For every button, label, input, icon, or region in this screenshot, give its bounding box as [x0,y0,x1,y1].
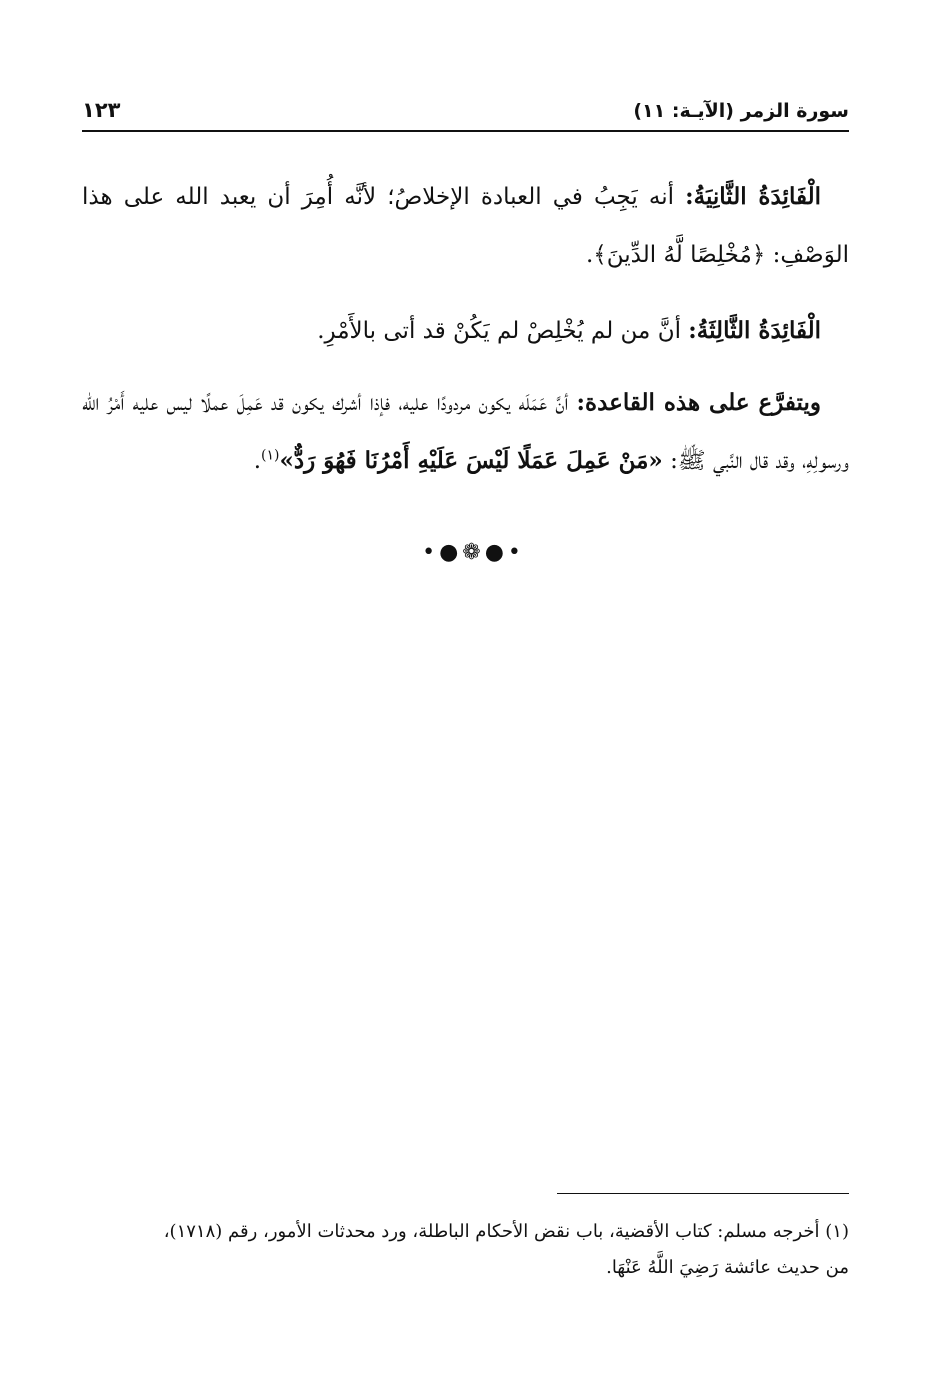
sentence-end: . [253,448,261,474]
running-title: سورة الزمر (الآيـة: ١١) [633,100,849,122]
paragraph-text: أنه يَجِبُ في العبادة الإخلاصُ؛ لأنَّه أُمِرَ أن يعبد الله على هذا الوَصْفِ: ﴿مُخْلِصًا لَّهُ الدِّينَ﴾. [82,184,849,268]
section-ornament: •●❁●• [422,540,525,565]
header-rule [82,130,849,132]
page-number: ١٢٣ [82,98,121,122]
footnote-line-1: (١) أخرجه مسلم: كتاب الأقضية، باب نقض الأحكام الباطلة، ورد محدثات الأمور، رقم (١٧١٨)، [163,1221,849,1242]
footnote [82,1214,849,1286]
paragraph-lead: الْفَائِدَةُ الثَّانِيَةُ: [685,183,821,210]
paragraph-third-benefit [82,302,849,360]
paragraph-consequence [82,374,849,490]
footnote-separator [557,1193,849,1194]
paragraph-lead: الْفَائِدَةُ الثَّالِثَةُ: [688,317,821,344]
hadith-quote: «مَنْ عَمِلَ عَمَلًا لَيْسَ عَلَيْهِ أَمْرُنَا فَهُوَ رَدٌّ» [279,447,663,474]
main-text [82,168,849,508]
paragraph-text: أنَّ من لم يُخْلِصْ لم يَكُنْ قد أتى بالأَمْرِ. [317,318,681,344]
page-header [82,96,849,130]
footnote-line-2: من حديث عائشة رَضِيَ اللَّهُ عَنْهَا. [606,1257,849,1278]
paragraph-lead: ويتفرَّع على هذه القاعدة: [576,389,821,416]
footnote-reference[interactable]: (١) [261,447,280,464]
paragraph-second-benefit [82,168,849,284]
paragraph-text: أنَّ عَمَلَه يكون مردودًا عليه، فإذا أشرك يكون قد عَمِلَ عملًا ليس عليه أَمْرُ الله ورسولِهِ، وقد قال النَّبي ﷺ: [82,390,849,474]
